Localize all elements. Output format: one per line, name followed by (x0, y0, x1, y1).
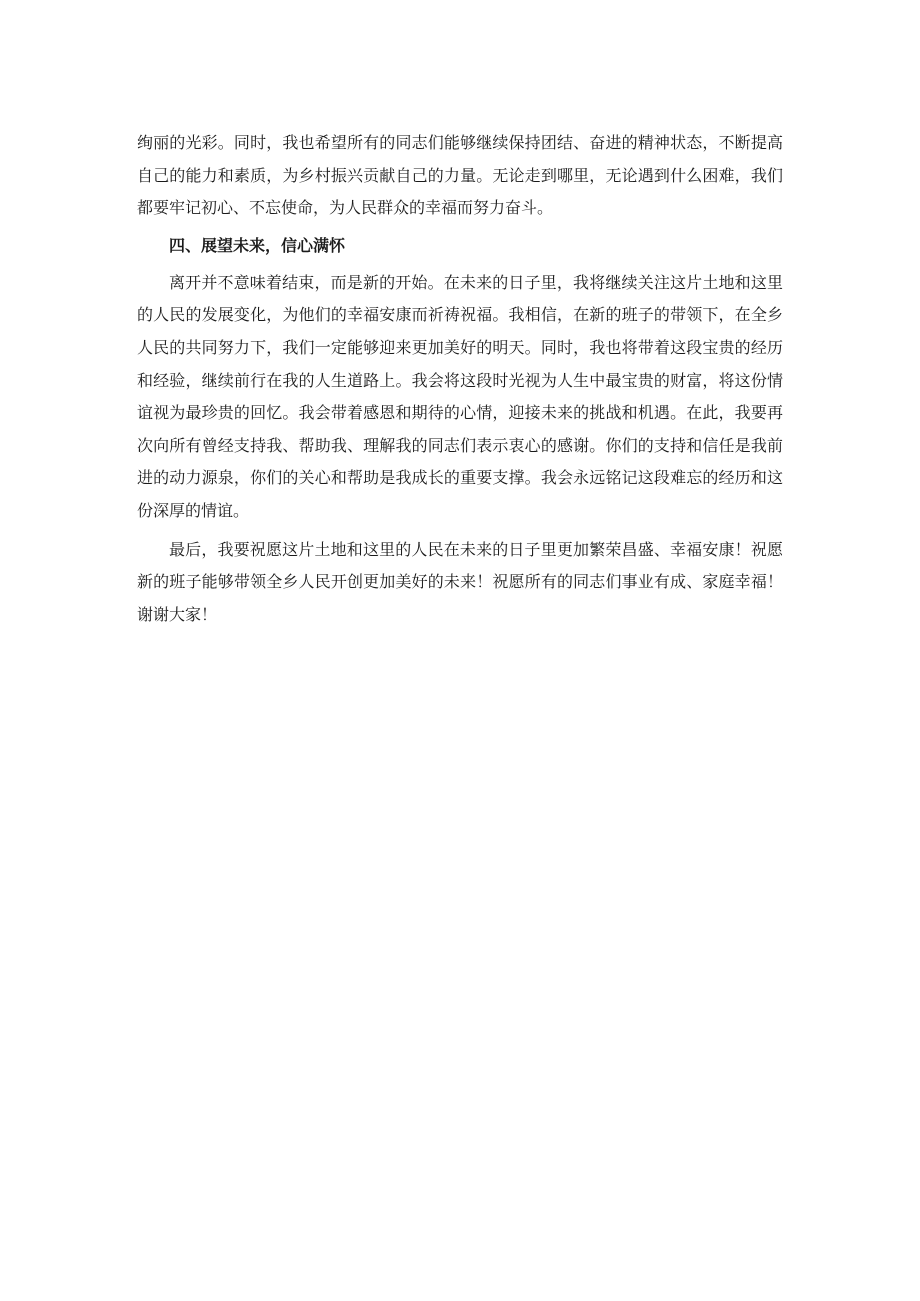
paragraph-future-outlook: 离开并不意味着结束，而是新的开始。在未来的日子里，我将继续关注这片土地和这里的人民的发展变化，为他们的幸福安康而祈祷祝福。我相信，在新的班子的带领下，在全乡人民的共同努力下，我们一定能够迎来更加美好的明天。同时，我也将带着这段宝贵的经历和经验，继续前行在我的人生道路上。我会将这段时光视为人生中最宝贵的财富，将这份情谊视为最珍贵的回忆。我会带着感恩和期待的心情，迎接未来的挑战和机遇。在此，我要再次向所有曾经支持我、帮助我、理解我的同志们表示衷心的感谢。你们的支持和信任是我前进的动力源泉，你们的关心和帮助是我成长的重要支撑。我会永远铭记这段难忘的经历和这份深厚的情谊。 (137, 272, 783, 520)
section-heading-outlook: 四、展望未来，信心满怀 (169, 235, 346, 255)
document-body (137, 127, 783, 637)
paragraph-closing-hopes: 绚丽的光彩。同时，我也希望所有的同志们能够继续保持团结、奋进的精神状态，不断提高自己的能力和素质，为乡村振兴贡献自己的力量。无论走到哪里，无论遇到什么困难，我们都要牢记初心、不忘使命，为人民群众的幸福而努力奋斗。 (137, 133, 783, 218)
paragraph-final-wishes: 最后，我要祝愿这片土地和这里的人民在未来的日子里更加繁荣昌盛、幸福安康！祝愿新的班子能够带领全乡人民开创更加美好的未来！祝愿所有的同志们事业有成、家庭幸福！谢谢大家！ (137, 539, 783, 624)
